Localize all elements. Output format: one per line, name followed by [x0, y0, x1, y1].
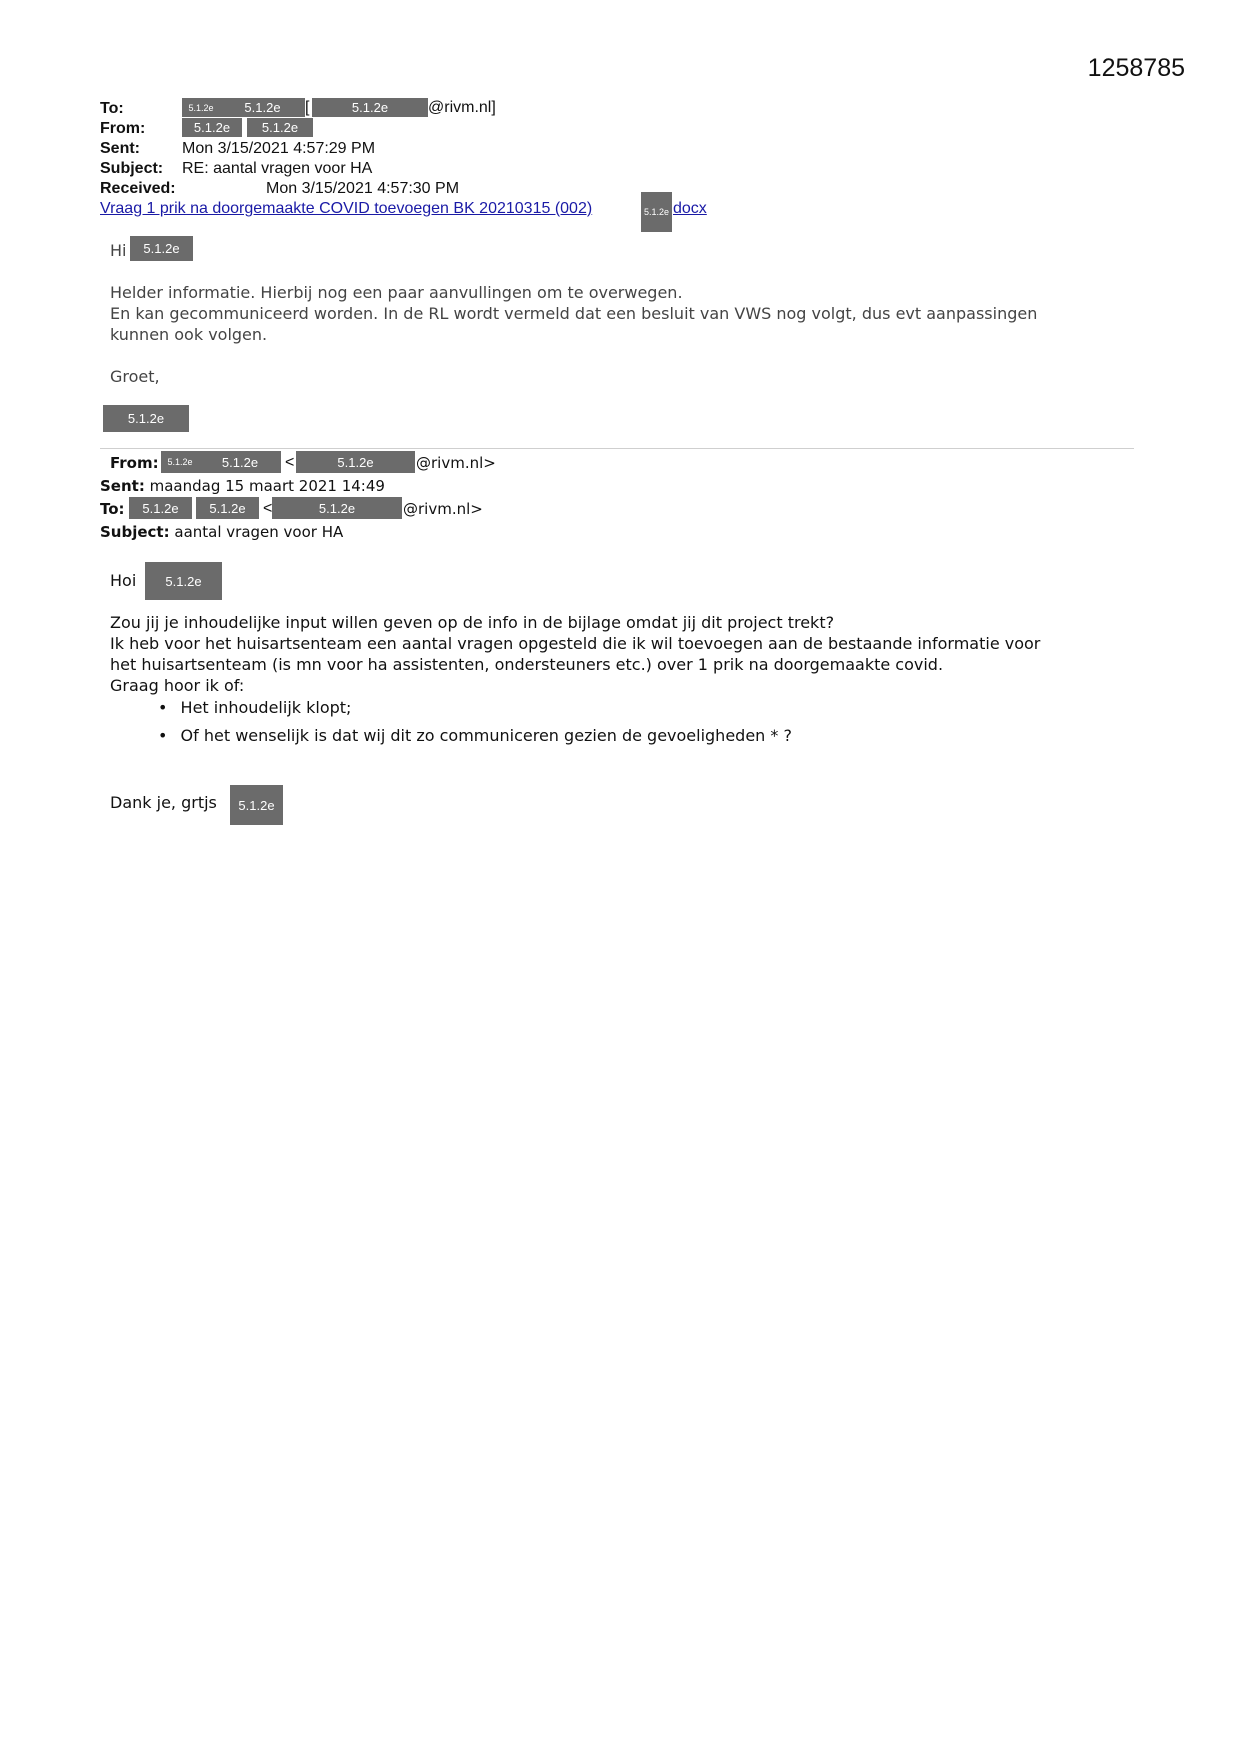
redaction-block: 5.1.2e: [103, 405, 189, 432]
redaction-block: 5.1.2e: [230, 785, 283, 825]
from-email-suffix: @rivm.nl>: [416, 454, 496, 472]
redaction-block: 5.1.2e: [296, 451, 415, 473]
bullet-text: Het inhoudelijk klopt;: [180, 698, 352, 717]
redaction-block: 5.1.2e: [182, 118, 242, 137]
original-line-4: Graag hoor ik of:: [110, 676, 245, 695]
reply-line-1: Helder informatie. Hierbij nog een paar aanvullingen om te overwegen.: [110, 283, 683, 302]
sent-row: [100, 477, 385, 495]
divider: [100, 448, 1134, 449]
reply-line-3: kunnen ook volgen.: [110, 325, 268, 344]
bullet-item: [158, 726, 792, 745]
bullet-item: [158, 698, 351, 717]
redaction-block: 5.1.2e: [247, 118, 313, 137]
redaction-block: 5.1.2e: [199, 451, 281, 473]
angle-bracket: <: [285, 454, 295, 471]
to-email-suffix: @rivm.nl]: [428, 99, 496, 116]
sent-label: Sent:: [100, 477, 145, 495]
redaction-block: 5.1.2e: [312, 98, 428, 117]
reply-greeting: Hi: [110, 241, 127, 260]
reply-closing: Groet,: [110, 367, 160, 386]
to-label: To:: [100, 100, 124, 117]
from-label: From:: [100, 120, 146, 137]
subject-row: [100, 523, 343, 541]
subject-value: RE: aantal vragen voor HA: [182, 160, 373, 177]
redaction-block: 5.1.2e: [220, 98, 305, 117]
redaction-block: 5.1.2e: [129, 497, 192, 519]
subject-label: Subject:: [100, 160, 164, 177]
subject-label: Subject:: [100, 523, 170, 541]
redaction-block: 5.1.2e: [145, 562, 222, 600]
received-label: Received:: [100, 180, 176, 197]
from-label: From:: [110, 454, 159, 472]
original-greeting: Hoi: [110, 571, 137, 590]
reply-line-2: En kan gecommuniceerd worden. In de RL wordt vermeld dat een besluit van VWS nog volgt, dus evt aanpassingen: [110, 304, 1038, 323]
redaction-block: 5.1.2e: [272, 497, 402, 519]
to-bracket: [: [305, 99, 310, 116]
original-line-1: Zou jij je inhoudelijke input willen geven op de info in de bijlage omdat jij dit project trekt?: [110, 613, 835, 632]
redaction-block: 5.1.2e: [641, 192, 672, 232]
original-closing: Dank je, grtjs: [110, 793, 217, 812]
subject-value: aantal vragen voor HA: [174, 523, 344, 541]
redaction-block: 5.1.2e: [161, 451, 199, 473]
received-value: Mon 3/15/2021 4:57:30 PM: [266, 180, 460, 197]
redaction-block: 5.1.2e: [182, 98, 220, 117]
document-number: 1258785: [1087, 54, 1185, 82]
redaction-block: 5.1.2e: [196, 497, 259, 519]
original-line-3: het huisartsenteam (is mn voor ha assistenten, ondersteuners etc.) over 1 prik na doorgemaakte covid.: [110, 655, 944, 674]
sent-label: Sent:: [100, 140, 140, 157]
to-email-suffix: @rivm.nl>: [403, 500, 483, 518]
bullet-text: Of het wenselijk is dat wij dit zo communiceren gezien de gevoeligheden * ?: [180, 726, 792, 745]
to-label: To:: [100, 500, 125, 518]
attachment-link[interactable]: Vraag 1 prik na doorgemaakte COVID toevoegen BK 20210315 (002): [100, 200, 593, 217]
original-line-2: Ik heb voor het huisartsenteam een aantal vragen opgesteld die ik wil toevoegen aan de bestaande informatie voor: [110, 634, 1041, 653]
angle-bracket: <: [263, 500, 273, 517]
sent-value: Mon 3/15/2021 4:57:29 PM: [182, 140, 376, 157]
sent-value: maandag 15 maart 2021 14:49: [149, 477, 385, 495]
redaction-block: 5.1.2e: [130, 236, 193, 261]
attachment-extension[interactable]: docx: [673, 200, 707, 217]
